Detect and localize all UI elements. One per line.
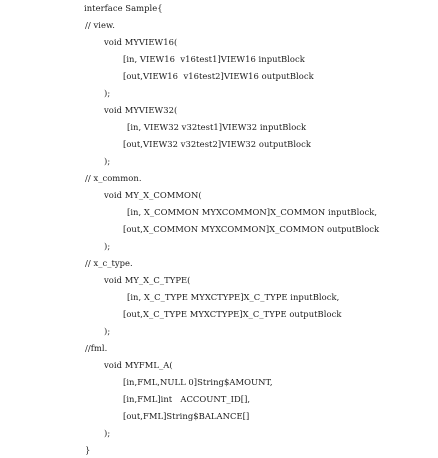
parameter-line: [out,VIEW32 v32test2]VIEW32 outputBlock: [123, 139, 312, 149]
comment-line: //fml.: [85, 343, 108, 353]
parameter-line: [in,FML]int ACCOUNT_ID[],: [123, 394, 251, 404]
parameter-line: [in, X_COMMON MYXCOMMON]X_COMMON inputBlock,: [127, 207, 378, 217]
closing-brace-line: }: [85, 445, 91, 455]
parameter-line: [out,FML]String$BALANCE[]: [123, 411, 250, 421]
interface-declaration-line: interface Sample{: [84, 3, 163, 13]
method-declaration-line: void MY_X_COMMON(: [104, 190, 202, 200]
closing-line: );: [104, 241, 111, 251]
comment-line: // view.: [85, 20, 115, 30]
parameter-line: [in, X_C_TYPE MYXCTYPE]X_C_TYPE inputBlock,: [127, 292, 340, 302]
parameter-line: [out,X_COMMON MYXCOMMON]X_COMMON outputBlock: [123, 224, 380, 234]
method-declaration-line: void MY_X_C_TYPE(: [104, 275, 191, 285]
closing-line: );: [104, 326, 111, 336]
method-declaration-line: void MYVIEW16(: [104, 37, 178, 47]
closing-line: );: [104, 428, 111, 438]
method-declaration-line: void MYFML_A(: [104, 360, 173, 370]
comment-line: // x_common.: [85, 173, 142, 183]
parameter-line: [in, VIEW32 v32test1]VIEW32 inputBlock: [127, 122, 307, 132]
parameter-line: [out,VIEW16 v16test2]VIEW16 outputBlock: [123, 71, 314, 81]
method-declaration-line: void MYVIEW32(: [104, 105, 178, 115]
parameter-line: [in, VIEW16 v16test1]VIEW16 inputBlock: [123, 54, 305, 64]
parameter-line: [in,FML,NULL 0]String$AMOUNT,: [123, 377, 273, 387]
closing-line: );: [104, 156, 111, 166]
closing-line: );: [104, 88, 111, 98]
comment-line: // x_c_type.: [85, 258, 133, 268]
parameter-line: [out,X_C_TYPE MYXCTYPE]X_C_TYPE outputBlock: [123, 309, 342, 319]
